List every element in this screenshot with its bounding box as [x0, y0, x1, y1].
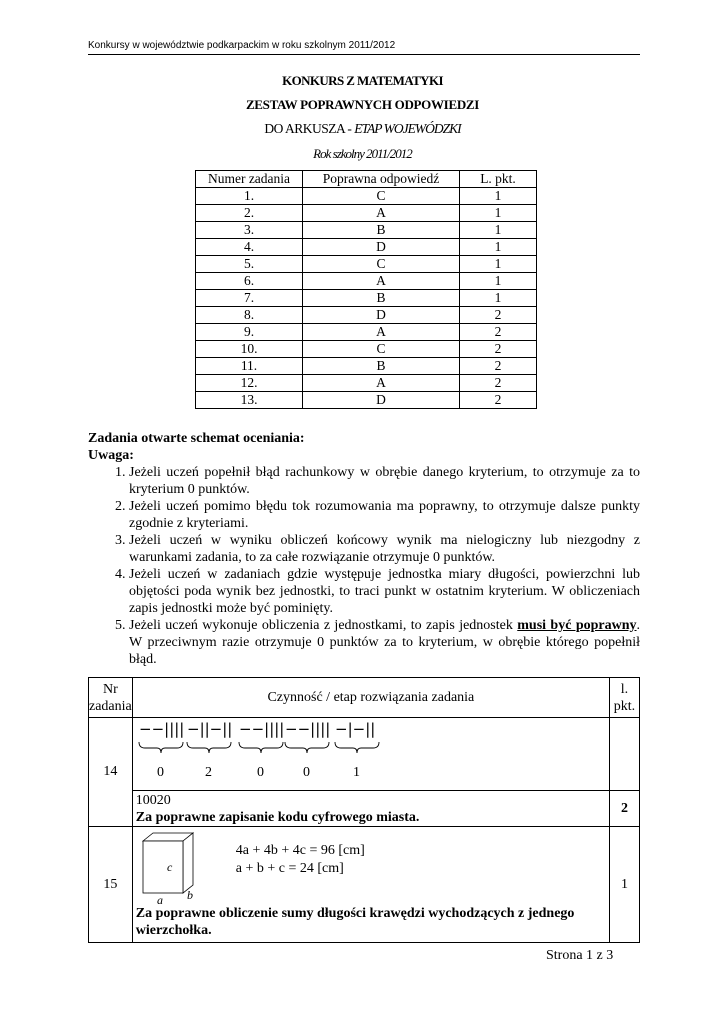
edge-label-c: c — [166, 860, 173, 874]
answer-points: 2 — [460, 358, 537, 375]
brace-icon — [139, 742, 183, 753]
page-header: Konkursy w województwie podkarpackim w roku szkolnym 2011/2012 — [88, 40, 640, 55]
answer-points: 2 — [460, 307, 537, 324]
code-group: −−|||| — [238, 720, 285, 738]
answer-answer: A — [303, 273, 460, 290]
rule-item: 4. Jeżeli uczeń w zadaniach gdzie występuje jednostka miary długości, powierzchni lub objętości poda wynik bez jednostki, to traci punkt w ostatnim kryterium. W obliczeniach zapis jednostki może być pominięty. — [129, 566, 640, 617]
answer-points: 2 — [460, 341, 537, 358]
answer-row — [196, 341, 537, 358]
task14-result: 10020 — [135, 792, 171, 808]
brace-icon — [335, 742, 379, 753]
task14-result-row — [89, 791, 640, 827]
rule-item: 2. Jeżeli uczeń pomimo błędu tok rozumowania ma poprawny, to otrzymuje dalsze punkty zgodnie z kryteriami. — [129, 498, 640, 532]
header-task-number: Numer zadania — [196, 171, 303, 188]
code-group: −−|||| — [138, 720, 185, 738]
answer-task-number: 10. — [196, 341, 303, 358]
answer-points: 2 — [460, 375, 537, 392]
answer-answer: D — [303, 392, 460, 409]
answer-task-number: 12. — [196, 375, 303, 392]
decoded-digit: 1 — [352, 765, 360, 780]
code-group: −||−|| — [186, 720, 233, 738]
answer-points: 2 — [460, 392, 537, 409]
task14-criterion: Za poprawne zapisanie kodu cyfrowego miasta. — [135, 809, 420, 825]
code-groups — [139, 720, 379, 780]
task14-points: 2 — [610, 791, 640, 827]
task14-code-cell — [132, 718, 609, 791]
sheet-stage-title — [0, 121, 725, 137]
cuboid-icon — [137, 829, 207, 905]
answer-row — [196, 239, 537, 256]
rule5-text-a: Jeżeli uczeń wykonuje obliczenia z jednostkami, to zapis jednostek — [129, 618, 518, 633]
answers-body — [196, 188, 537, 409]
answer-key-title: ZESTAW POPRAWNYCH ODPOWIEDZI — [245, 97, 480, 112]
answer-points: 1 — [460, 188, 537, 205]
school-year: Rok szkolny 2011/2012 — [313, 146, 412, 161]
answer-points: 1 — [460, 239, 537, 256]
answer-task-number: 8. — [196, 307, 303, 324]
answer-task-number: 3. — [196, 222, 303, 239]
answer-task-number: 11. — [196, 358, 303, 375]
rule-item: 1. Jeżeli uczeń popełnił błąd rachunkowy w obrębie danego kryterium, to otrzymuje za to kryterium 0 punktów. — [129, 464, 640, 498]
answer-row — [196, 256, 537, 273]
answer-answer: D — [303, 307, 460, 324]
answer-row — [196, 307, 537, 324]
answers-header-row — [196, 171, 537, 188]
answer-answer: C — [303, 188, 460, 205]
sheet-label: DO ARKUSZA - — [264, 121, 355, 136]
answer-answer: D — [303, 239, 460, 256]
task15-points: 1 — [610, 827, 640, 943]
answer-task-number: 6. — [196, 273, 303, 290]
answer-points: 2 — [460, 324, 537, 341]
answer-row — [196, 358, 537, 375]
rules-list — [88, 464, 640, 668]
answer-points: 1 — [460, 205, 537, 222]
rule-item: 3. Jeżeli uczeń w wyniku obliczeń końcowy wynik ma nielogiczny lub niezgodny z warunkami zadania, to za całe rozwiązanie otrzymuje 0 punktów. — [129, 532, 640, 566]
decoded-digit: 2 — [204, 765, 212, 780]
answer-points: 1 — [460, 290, 537, 307]
brace-icon — [285, 742, 329, 753]
rule5-emphasis: musi być poprawny — [517, 618, 637, 633]
scoring-scheme-table — [88, 677, 640, 943]
task14-result-cell — [132, 791, 609, 827]
answers-table — [195, 170, 537, 409]
answer-row — [196, 273, 537, 290]
open-tasks-heading: Zadania otwarte schemat oceniania: — [88, 431, 305, 446]
answer-answer: A — [303, 324, 460, 341]
header-nr: Nr zadania — [89, 678, 133, 718]
decoded-digit: 0 — [302, 765, 310, 780]
rule5-text-b: . W przeciwnym razie otrzymuje 0 punktów za to kryterium, w obrębie którego popełnił błąd. — [129, 618, 641, 667]
answer-points: 1 — [460, 222, 537, 239]
code-group: −|−|| — [334, 720, 376, 738]
edge-label-b: b — [186, 888, 193, 902]
task15-row — [89, 827, 640, 943]
rule-item — [129, 617, 640, 668]
answer-answer: A — [303, 205, 460, 222]
header-points: L. pkt. — [460, 171, 537, 188]
answer-task-number: 4. — [196, 239, 303, 256]
answer-row — [196, 205, 537, 222]
header-pts: l. pkt. — [610, 678, 640, 718]
answer-row — [196, 222, 537, 239]
task15-cell — [132, 827, 609, 943]
page-number: Strona 1 z 3 — [546, 948, 614, 963]
code-group: −−|||| — [284, 720, 331, 738]
answer-answer: C — [303, 256, 460, 273]
answer-task-number: 7. — [196, 290, 303, 307]
brace-icon — [187, 742, 231, 753]
answer-row — [196, 324, 537, 341]
header-correct-answer: Poprawna odpowiedź — [303, 171, 460, 188]
equation-sum-edges: 4a + 4b + 4c = 96 [cm] — [235, 843, 365, 858]
answer-answer: A — [303, 375, 460, 392]
scheme-header-row — [89, 678, 640, 718]
open-tasks-section — [88, 430, 640, 668]
brace-icon — [239, 742, 283, 753]
stage-label: ETAP WOJEWÓDZKI — [354, 121, 461, 136]
task14-code-row — [89, 718, 640, 791]
answer-task-number: 2. — [196, 205, 303, 222]
contest-title: KONKURS Z MATEMATYKI — [282, 73, 443, 88]
answer-points: 1 — [460, 273, 537, 290]
answer-row — [196, 188, 537, 205]
answer-task-number: 13. — [196, 392, 303, 409]
task14-points-empty — [610, 718, 640, 791]
note-label: Uwaga: — [88, 448, 134, 463]
answer-answer: B — [303, 222, 460, 239]
answer-answer: B — [303, 358, 460, 375]
edge-label-a: a — [156, 893, 163, 905]
answer-task-number: 9. — [196, 324, 303, 341]
task15-criterion: Za poprawne obliczenie sumy długości krawędzi wychodzących z jednego wierzchołka. — [135, 906, 575, 938]
answer-task-number: 5. — [196, 256, 303, 273]
answer-task-number: 1. — [196, 188, 303, 205]
answer-row — [196, 375, 537, 392]
task15-number: 15 — [89, 827, 133, 943]
decoded-digit: 0 — [156, 765, 164, 780]
answer-row — [196, 392, 537, 409]
header-step: Czynność / etap rozwiązania zadania — [132, 678, 609, 718]
answer-answer: B — [303, 290, 460, 307]
answer-row — [196, 290, 537, 307]
morse-code-figure — [135, 718, 395, 790]
answer-points: 1 — [460, 256, 537, 273]
equation-sum-abc: a + b + c = 24 [cm] — [235, 861, 344, 876]
answer-answer: C — [303, 341, 460, 358]
task14-number: 14 — [89, 718, 133, 827]
decoded-digit: 0 — [256, 765, 264, 780]
